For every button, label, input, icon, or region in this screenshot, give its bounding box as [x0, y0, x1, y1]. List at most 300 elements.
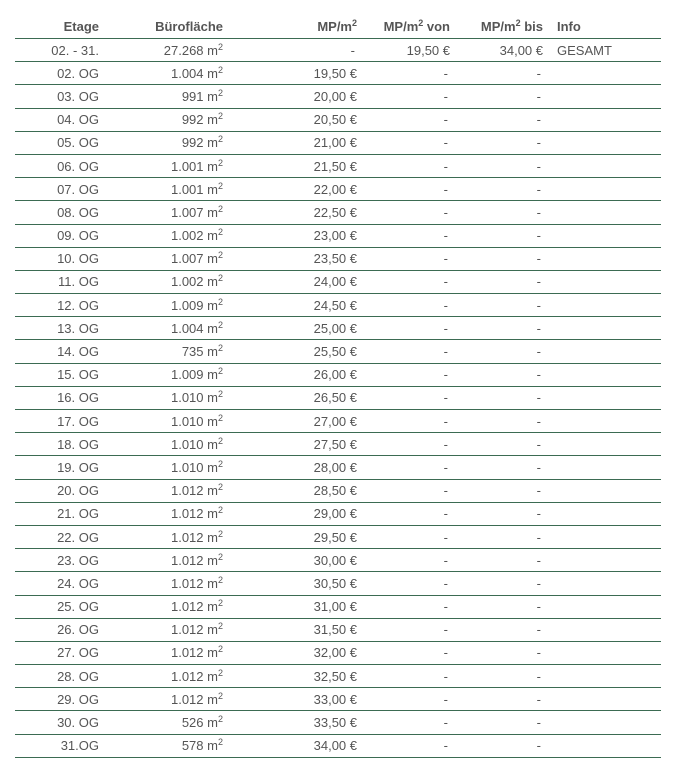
cell-mp-von: -	[365, 154, 458, 177]
table-row	[15, 270, 661, 293]
cell-bueroflaeche	[107, 294, 231, 317]
area-unit-exponent: 2	[217, 435, 223, 446]
area-unit-exponent: 2	[217, 690, 223, 701]
cell-mp-bis: -	[458, 641, 551, 664]
area-value: 1.007	[170, 251, 204, 267]
area-unit: m	[203, 367, 218, 383]
area-value: 1.004	[170, 320, 204, 336]
cell-info	[551, 502, 661, 525]
area-unit-exponent: 2	[217, 64, 223, 75]
area-unit: m	[203, 274, 218, 290]
area-value: 1.001	[170, 181, 204, 197]
area-value: 1.010	[170, 436, 204, 452]
cell-mp-per-m2: 29,50 €	[231, 525, 365, 548]
cell-bueroflaeche	[107, 641, 231, 664]
area-unit: m	[203, 645, 218, 661]
area-unit-exponent: 2	[217, 458, 223, 469]
cell-info	[551, 178, 661, 201]
area-unit-exponent: 2	[217, 551, 223, 562]
header-info: Info	[551, 14, 661, 39]
area-unit-exponent: 2	[217, 134, 223, 145]
cell-bueroflaeche	[107, 549, 231, 572]
cell-mp-bis: -	[458, 154, 551, 177]
area-value: 526	[181, 715, 204, 731]
table-row	[15, 294, 661, 317]
cell-mp-von: -	[365, 363, 458, 386]
area-unit-exponent: 2	[217, 250, 223, 261]
cell-mp-per-m2: 33,50 €	[231, 711, 365, 734]
cell-info	[551, 595, 661, 618]
cell-etage: 03. OG	[15, 85, 107, 108]
area-value: 1.001	[170, 158, 204, 174]
cell-info	[551, 734, 661, 757]
cell-mp-per-m2: 23,50 €	[231, 247, 365, 270]
table-row	[15, 62, 661, 85]
cell-etage: 09. OG	[15, 224, 107, 247]
cell-mp-bis: -	[458, 294, 551, 317]
area-unit: m	[203, 112, 218, 128]
cell-etage: 30. OG	[15, 711, 107, 734]
cell-info	[551, 363, 661, 386]
area-unit: m	[203, 552, 218, 568]
table-header	[15, 14, 661, 39]
area-unit: m	[203, 88, 218, 104]
cell-mp-bis: -	[458, 270, 551, 293]
area-value: 1.009	[170, 297, 204, 313]
cell-etage: 22. OG	[15, 525, 107, 548]
area-unit: m	[203, 135, 218, 151]
area-unit-exponent: 2	[217, 598, 223, 609]
cell-mp-bis: -	[458, 525, 551, 548]
table-row	[15, 363, 661, 386]
cell-mp-von: -	[365, 410, 458, 433]
table-row	[15, 525, 661, 548]
table-row	[15, 734, 661, 757]
header-bueroflaeche: Bürofläche	[107, 14, 231, 39]
cell-mp-per-m2: 25,00 €	[231, 317, 365, 340]
table-row	[15, 201, 661, 224]
cell-info	[551, 247, 661, 270]
cell-etage: 27. OG	[15, 641, 107, 664]
cell-mp-per-m2: 28,00 €	[231, 456, 365, 479]
area-value: 735	[181, 344, 204, 360]
cell-mp-per-m2: 24,50 €	[231, 294, 365, 317]
cell-etage: 24. OG	[15, 572, 107, 595]
area-unit-exponent: 2	[217, 574, 223, 585]
cell-mp-per-m2: 22,00 €	[231, 178, 365, 201]
table-row	[15, 340, 661, 363]
area-unit: m	[203, 668, 218, 684]
table-row	[15, 131, 661, 154]
table-row	[15, 688, 661, 711]
cell-mp-von: -	[365, 201, 458, 224]
cell-mp-bis: -	[458, 62, 551, 85]
table-row	[15, 247, 661, 270]
area-value: 1.012	[170, 552, 204, 568]
cell-bueroflaeche	[107, 340, 231, 363]
cell-mp-bis: -	[458, 734, 551, 757]
area-unit: m	[203, 65, 218, 81]
cell-mp-bis: -	[458, 201, 551, 224]
cell-etage: 04. OG	[15, 108, 107, 131]
cell-mp-von: -	[365, 479, 458, 502]
area-unit-exponent: 2	[217, 644, 223, 655]
cell-mp-bis: -	[458, 410, 551, 433]
cell-bueroflaeche	[107, 410, 231, 433]
cell-mp-bis: -	[458, 502, 551, 525]
header-etage: Etage	[15, 14, 107, 39]
cell-bueroflaeche	[107, 85, 231, 108]
cell-mp-bis: -	[458, 711, 551, 734]
area-unit: m	[203, 228, 218, 244]
cell-etage: 13. OG	[15, 317, 107, 340]
cell-mp-von: -	[365, 665, 458, 688]
cell-bueroflaeche	[107, 479, 231, 502]
area-value: 992	[181, 135, 204, 151]
cell-mp-per-m2: 28,50 €	[231, 479, 365, 502]
area-unit-exponent: 2	[217, 505, 223, 516]
cell-etage: 12. OG	[15, 294, 107, 317]
cell-mp-von: -	[365, 340, 458, 363]
cell-mp-per-m2: 21,00 €	[231, 131, 365, 154]
area-value: 578	[181, 738, 204, 754]
cell-bueroflaeche	[107, 247, 231, 270]
header-mp-per-m2-von: $MP/m^2$ von	[365, 14, 458, 39]
area-unit-exponent: 2	[217, 343, 223, 354]
area-unit-exponent: 2	[217, 412, 223, 423]
cell-etage: 21. OG	[15, 502, 107, 525]
cell-mp-bis: 34,00 €	[458, 39, 551, 62]
table-row	[15, 85, 661, 108]
area-unit: m	[203, 506, 218, 522]
area-unit: m	[203, 42, 218, 58]
area-unit-exponent: 2	[217, 203, 223, 214]
area-value: 1.004	[170, 65, 204, 81]
cell-bueroflaeche	[107, 595, 231, 618]
table-row	[15, 178, 661, 201]
table-row	[15, 479, 661, 502]
area-unit: m	[203, 599, 218, 615]
cell-mp-bis: -	[458, 618, 551, 641]
cell-etage: 20. OG	[15, 479, 107, 502]
area-unit-exponent: 2	[217, 180, 223, 191]
cell-etage: 14. OG	[15, 340, 107, 363]
cell-mp-bis: -	[458, 85, 551, 108]
cell-etage: 16. OG	[15, 386, 107, 409]
cell-bueroflaeche	[107, 386, 231, 409]
area-unit: m	[203, 344, 218, 360]
cell-mp-bis: -	[458, 363, 551, 386]
table-row	[15, 224, 661, 247]
header-row	[15, 14, 661, 39]
area-unit: m	[203, 297, 218, 313]
cell-mp-von: -	[365, 433, 458, 456]
area-unit-exponent: 2	[217, 621, 223, 632]
cell-mp-per-m2: 21,50 €	[231, 154, 365, 177]
area-unit-exponent: 2	[217, 737, 223, 748]
cell-mp-von: -	[365, 85, 458, 108]
area-value: 1.012	[170, 599, 204, 615]
cell-mp-bis: -	[458, 572, 551, 595]
cell-info: GESAMT	[551, 39, 661, 62]
cell-info	[551, 433, 661, 456]
cell-mp-von: -	[365, 618, 458, 641]
cell-mp-von: -	[365, 317, 458, 340]
area-value: 27.268	[163, 42, 204, 58]
cell-info	[551, 665, 661, 688]
cell-mp-per-m2: 25,50 €	[231, 340, 365, 363]
table-row	[15, 572, 661, 595]
cell-mp-von: -	[365, 62, 458, 85]
cell-info	[551, 386, 661, 409]
cell-mp-bis: -	[458, 665, 551, 688]
cell-mp-bis: -	[458, 479, 551, 502]
cell-info	[551, 572, 661, 595]
cell-info	[551, 688, 661, 711]
area-unit-exponent: 2	[217, 319, 223, 330]
cell-mp-von: -	[365, 386, 458, 409]
cell-etage: 15. OG	[15, 363, 107, 386]
area-unit: m	[203, 251, 218, 267]
header-mp-per-m2-bis: $MP/m^2$ bis	[458, 14, 551, 39]
table-row	[15, 108, 661, 131]
cell-etage: 10. OG	[15, 247, 107, 270]
area-unit: m	[203, 529, 218, 545]
cell-mp-per-m2: 26,00 €	[231, 363, 365, 386]
area-unit: m	[203, 413, 218, 429]
cell-mp-von: -	[365, 131, 458, 154]
cell-mp-von: -	[365, 688, 458, 711]
cell-mp-von: -	[365, 525, 458, 548]
area-value: 1.002	[170, 274, 204, 290]
cell-mp-bis: -	[458, 456, 551, 479]
area-value: 1.012	[170, 645, 204, 661]
area-value: 1.009	[170, 367, 204, 383]
cell-bueroflaeche	[107, 502, 231, 525]
cell-mp-bis: -	[458, 247, 551, 270]
cell-etage: 05. OG	[15, 131, 107, 154]
cell-mp-von: -	[365, 595, 458, 618]
cell-etage: 18. OG	[15, 433, 107, 456]
area-value: 1.010	[170, 413, 204, 429]
cell-bueroflaeche	[107, 154, 231, 177]
table-row	[15, 502, 661, 525]
area-unit: m	[203, 622, 218, 638]
cell-info	[551, 410, 661, 433]
cell-bueroflaeche	[107, 201, 231, 224]
cell-mp-von: -	[365, 549, 458, 572]
area-value: 1.010	[170, 390, 204, 406]
area-unit: m	[203, 575, 218, 591]
cell-mp-bis: -	[458, 549, 551, 572]
cell-etage: 02. - 31.	[15, 39, 107, 62]
table-row	[15, 410, 661, 433]
area-unit-exponent: 2	[217, 296, 223, 307]
cell-mp-von: -	[365, 734, 458, 757]
table-row	[15, 549, 661, 572]
cell-etage: 06. OG	[15, 154, 107, 177]
cell-mp-per-m2: 27,00 €	[231, 410, 365, 433]
cell-mp-von: -	[365, 178, 458, 201]
table-body	[15, 39, 661, 758]
cell-info	[551, 711, 661, 734]
cell-info	[551, 108, 661, 131]
cell-mp-von: -	[365, 247, 458, 270]
cell-info	[551, 525, 661, 548]
cell-mp-von: -	[365, 502, 458, 525]
area-unit: m	[203, 436, 218, 452]
cell-info	[551, 294, 661, 317]
table-row	[15, 154, 661, 177]
cell-info	[551, 201, 661, 224]
cell-mp-bis: -	[458, 108, 551, 131]
cell-bueroflaeche	[107, 178, 231, 201]
table-row	[15, 618, 661, 641]
cell-bueroflaeche	[107, 734, 231, 757]
header-mp-per-m2: $MP/m^2$	[231, 14, 365, 39]
office-space-table	[15, 14, 661, 758]
area-value: 1.012	[170, 529, 204, 545]
table-row	[15, 641, 661, 664]
cell-bueroflaeche	[107, 108, 231, 131]
area-unit: m	[203, 204, 218, 220]
cell-bueroflaeche	[107, 433, 231, 456]
area-unit: m	[203, 459, 218, 475]
cell-etage: 19. OG	[15, 456, 107, 479]
cell-etage: 17. OG	[15, 410, 107, 433]
cell-info	[551, 85, 661, 108]
cell-etage: 26. OG	[15, 618, 107, 641]
cell-bueroflaeche	[107, 711, 231, 734]
cell-info	[551, 270, 661, 293]
cell-mp-per-m2: 27,50 €	[231, 433, 365, 456]
cell-etage: 25. OG	[15, 595, 107, 618]
cell-bueroflaeche	[107, 363, 231, 386]
area-value: 991	[181, 88, 204, 104]
cell-mp-bis: -	[458, 386, 551, 409]
cell-mp-per-m2: 30,00 €	[231, 549, 365, 572]
cell-info	[551, 317, 661, 340]
cell-info	[551, 641, 661, 664]
cell-mp-bis: -	[458, 688, 551, 711]
cell-mp-bis: -	[458, 131, 551, 154]
cell-info	[551, 131, 661, 154]
cell-mp-von: -	[365, 711, 458, 734]
cell-etage: 31.OG	[15, 734, 107, 757]
area-unit-exponent: 2	[217, 714, 223, 725]
cell-mp-bis: -	[458, 224, 551, 247]
area-unit-exponent: 2	[217, 111, 223, 122]
table-row	[15, 433, 661, 456]
cell-bueroflaeche	[107, 618, 231, 641]
cell-mp-per-m2: 26,50 €	[231, 386, 365, 409]
cell-mp-per-m2: 30,50 €	[231, 572, 365, 595]
cell-mp-per-m2: 19,50 €	[231, 62, 365, 85]
cell-etage: 02. OG	[15, 62, 107, 85]
area-value: 992	[181, 112, 204, 128]
cell-mp-von: -	[365, 294, 458, 317]
table-row	[15, 456, 661, 479]
cell-info	[551, 154, 661, 177]
cell-mp-von: 19,50 €	[365, 39, 458, 62]
cell-bueroflaeche	[107, 224, 231, 247]
cell-mp-per-m2: 33,00 €	[231, 688, 365, 711]
area-unit-exponent: 2	[217, 227, 223, 238]
cell-bueroflaeche	[107, 572, 231, 595]
cell-mp-von: -	[365, 108, 458, 131]
cell-etage: 29. OG	[15, 688, 107, 711]
area-unit: m	[203, 158, 218, 174]
area-unit-exponent: 2	[217, 389, 223, 400]
cell-mp-per-m2: 23,00 €	[231, 224, 365, 247]
area-value: 1.012	[170, 483, 204, 499]
area-value: 1.002	[170, 228, 204, 244]
cell-bueroflaeche	[107, 62, 231, 85]
cell-mp-per-m2: 34,00 €	[231, 734, 365, 757]
area-unit-exponent: 2	[217, 528, 223, 539]
cell-bueroflaeche	[107, 525, 231, 548]
cell-info	[551, 62, 661, 85]
table-row	[15, 386, 661, 409]
cell-mp-per-m2: 31,00 €	[231, 595, 365, 618]
cell-mp-per-m2: 31,50 €	[231, 618, 365, 641]
area-unit-exponent: 2	[217, 667, 223, 678]
cell-mp-von: -	[365, 641, 458, 664]
area-unit-exponent: 2	[217, 482, 223, 493]
area-value: 1.007	[170, 204, 204, 220]
cell-etage: 23. OG	[15, 549, 107, 572]
cell-etage: 28. OG	[15, 665, 107, 688]
cell-mp-von: -	[365, 224, 458, 247]
cell-bueroflaeche	[107, 131, 231, 154]
cell-mp-per-m2: 32,00 €	[231, 641, 365, 664]
table-row	[15, 711, 661, 734]
area-unit: m	[203, 320, 218, 336]
area-value: 1.012	[170, 575, 204, 591]
cell-etage: 08. OG	[15, 201, 107, 224]
area-unit-exponent: 2	[217, 87, 223, 98]
cell-info	[551, 340, 661, 363]
cell-bueroflaeche	[107, 39, 231, 62]
cell-mp-per-m2: 20,00 €	[231, 85, 365, 108]
area-value: 1.012	[170, 622, 204, 638]
cell-etage: 11. OG	[15, 270, 107, 293]
cell-info	[551, 456, 661, 479]
cell-bueroflaeche	[107, 317, 231, 340]
table-row	[15, 595, 661, 618]
cell-info	[551, 549, 661, 572]
area-value: 1.010	[170, 459, 204, 475]
cell-mp-bis: -	[458, 178, 551, 201]
table-row	[15, 39, 661, 62]
cell-mp-von: -	[365, 270, 458, 293]
cell-mp-per-m2: -	[231, 39, 365, 62]
table-row	[15, 665, 661, 688]
cell-mp-per-m2: 22,50 €	[231, 201, 365, 224]
area-unit-exponent: 2	[217, 157, 223, 168]
cell-mp-von: -	[365, 572, 458, 595]
cell-mp-per-m2: 20,50 €	[231, 108, 365, 131]
area-value: 1.012	[170, 668, 204, 684]
cell-bueroflaeche	[107, 270, 231, 293]
cell-info	[551, 224, 661, 247]
cell-mp-bis: -	[458, 595, 551, 618]
area-unit-exponent: 2	[217, 366, 223, 377]
table-row	[15, 317, 661, 340]
cell-mp-bis: -	[458, 340, 551, 363]
cell-info	[551, 618, 661, 641]
area-unit: m	[203, 483, 218, 499]
